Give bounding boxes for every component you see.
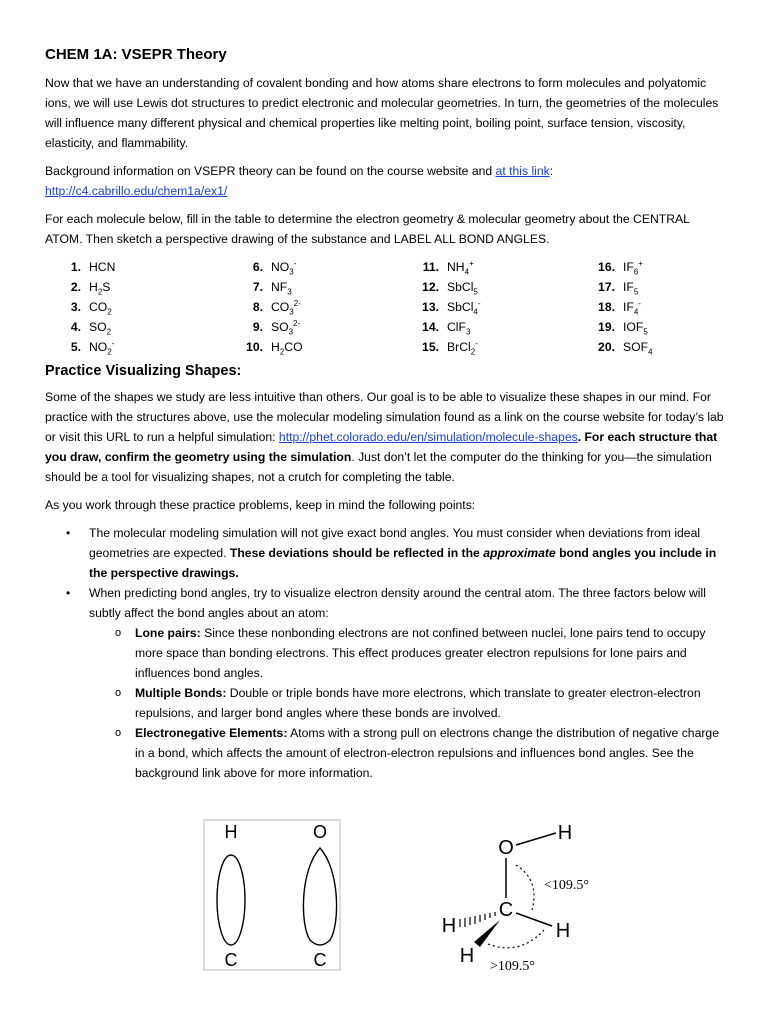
- practice-text: Some of the shapes we study are less intuitive than others. Our goal is to be able to visualize these shapes in our mind. For practice with the structures above, use the molecular modeling simulation found as a link on the course website for today’s lab or visit this URL to run a helpful simulation:: [45, 390, 724, 444]
- angle-arc-upper: [516, 865, 534, 910]
- angle-arc-lower: [488, 930, 544, 948]
- bond-c-h-right: [516, 913, 552, 926]
- phet-link[interactable]: http://phet.colorado.edu/en/simulation/molecule-shapes: [278, 430, 578, 444]
- molecule-6: 6. $NO_3^-$: [252, 258, 297, 277]
- molecule-4: 4. $SO_2$: [70, 320, 112, 337]
- molecule-17: 17. $IF_5$: [598, 280, 639, 297]
- molecule-2: 2. $H_2S$: [70, 280, 111, 297]
- background-link[interactable]: at this link: [495, 164, 550, 178]
- instructions-paragraph: For each molecule below, fill in the table to determine the electron geometry & molecular geometry about the CENTRAL ATOM. Then sketch a perspective drawing of the substance and LABEL ALL BOND ANGLES.: [45, 212, 690, 246]
- practice-bold-text: . For each structure that you draw, confirm the geometry using the simulation: [45, 430, 718, 464]
- bonding-orbital-lobe: [217, 855, 245, 945]
- methanol-h-bottom: H: [459, 945, 475, 967]
- molecule-8: 8. $CO_3^{2-}$: [252, 298, 301, 317]
- lone-pair-orbital-lobe: [303, 848, 336, 945]
- methanol-o: O: [498, 837, 514, 859]
- intro-paragraph: Now that we have an understanding of covalent bonding and how atoms share electrons to form molecules and polyatomic ions, we will use Lewis dot structures to predict electronic and molecular geometries. In turn, the geometries of the molecules will influence many different physical and chemical properties like melting point, boiling point, surface tension, viscosity, elasticity, and flammability.: [45, 76, 719, 150]
- molecule-16: 16. $IF_6^+$: [598, 258, 643, 277]
- label-c-right: C: [313, 950, 327, 970]
- wedge-bond-bottom: [474, 920, 500, 947]
- hashed-bond-left: [460, 912, 495, 927]
- point-simulation-bold: These deviations should be reflected in the approximate bond angles you include in the perspective drawings.: [89, 546, 717, 580]
- molecule-10: 10. $H_2CO$: [246, 340, 303, 357]
- molecule-15: 15. BrCl$_2$-: [422, 338, 478, 357]
- molecule-7: 7. $NF_3$: [252, 280, 292, 297]
- angle-label-upper: <109.5°: [544, 878, 589, 893]
- molecule-14: 14. ClF$_3$: [422, 320, 471, 337]
- point-bond-angles-text: When predicting bond angles, try to visualize electron density around the central atom. The three factors below will subtly affect the bond angles about an atom:: [89, 586, 706, 620]
- methanol-h-right: H: [555, 920, 571, 942]
- molecule-18: 18. $IF_4^-$: [598, 298, 641, 317]
- label-o-top: O: [312, 822, 328, 842]
- molecule-13: 13. SbCl$_4$-: [422, 298, 481, 317]
- angle-label-lower: >109.5°: [490, 959, 535, 974]
- background-colon: :: [549, 164, 554, 178]
- point-simulation-text: The molecular modeling simulation will not give exact bond angles. You must consider when deviations from ideal geometries are expected.: [89, 526, 701, 560]
- label-c-left: C: [224, 950, 238, 970]
- methanol-c: C: [498, 899, 514, 921]
- molecule-20: 20. $SOF_4$: [598, 340, 653, 357]
- methanol-h-left: H: [441, 915, 457, 937]
- molecule-1: 1. HCN: [70, 260, 116, 274]
- label-h-top: H: [224, 822, 238, 842]
- methanol-h-top: H: [557, 822, 573, 844]
- practice-heading: Practice Visualizing Shapes:: [45, 363, 242, 379]
- factor-electronegative: o Electronegative Elements: Atoms with a strong pull on electrons change the distribution of negative charge in a bond, which affects the amount of electron-electron repulsions and influences bond angles. See the background link above for more information.: [135, 723, 725, 783]
- background-url-link[interactable]: http://c4.cabrillo.edu/chem1a/ex1/: [45, 184, 228, 198]
- molecule-9: 9. $SO_3^{2-}$: [252, 318, 301, 337]
- molecule-11: 11. $NH_4^+$: [422, 258, 474, 277]
- molecule-19: 19. $IOF_5$: [598, 320, 648, 337]
- orbital-figure-frame: [204, 820, 340, 970]
- molecule-5: 5. $NO_2^-$: [70, 338, 115, 357]
- background-text: Background information on VSEPR theory can be found on the course website and: [45, 164, 496, 178]
- factor-lone-pairs: o Lone pairs: Since these nonbonding electrons are not confined between nuclei, lone pairs tend to occupy more space than bonding electrons. This effect produces greater electron repulsions for lone pairs and influences bond angles.: [135, 623, 725, 683]
- factor-multiple-bonds: o Multiple Bonds: Double or triple bonds have more electrons, which translate to greater electron-electron repulsions, and larger bond angles where these bonds are involved.: [135, 683, 725, 723]
- molecule-12: 12. SbCl$_5$: [422, 280, 478, 297]
- page-title: CHEM 1A: VSEPR Theory: [45, 46, 227, 63]
- bond-o-h: [516, 833, 556, 845]
- practice-text-end: . Just don’t let the computer do the thinking for you—the simulation should be a tool for visualizing shapes, not a crutch for completing the table.: [45, 450, 712, 484]
- points-intro: As you work through these practice problems, keep in mind the following points:: [45, 498, 476, 512]
- molecule-3: 3. $CO_2$: [70, 300, 112, 317]
